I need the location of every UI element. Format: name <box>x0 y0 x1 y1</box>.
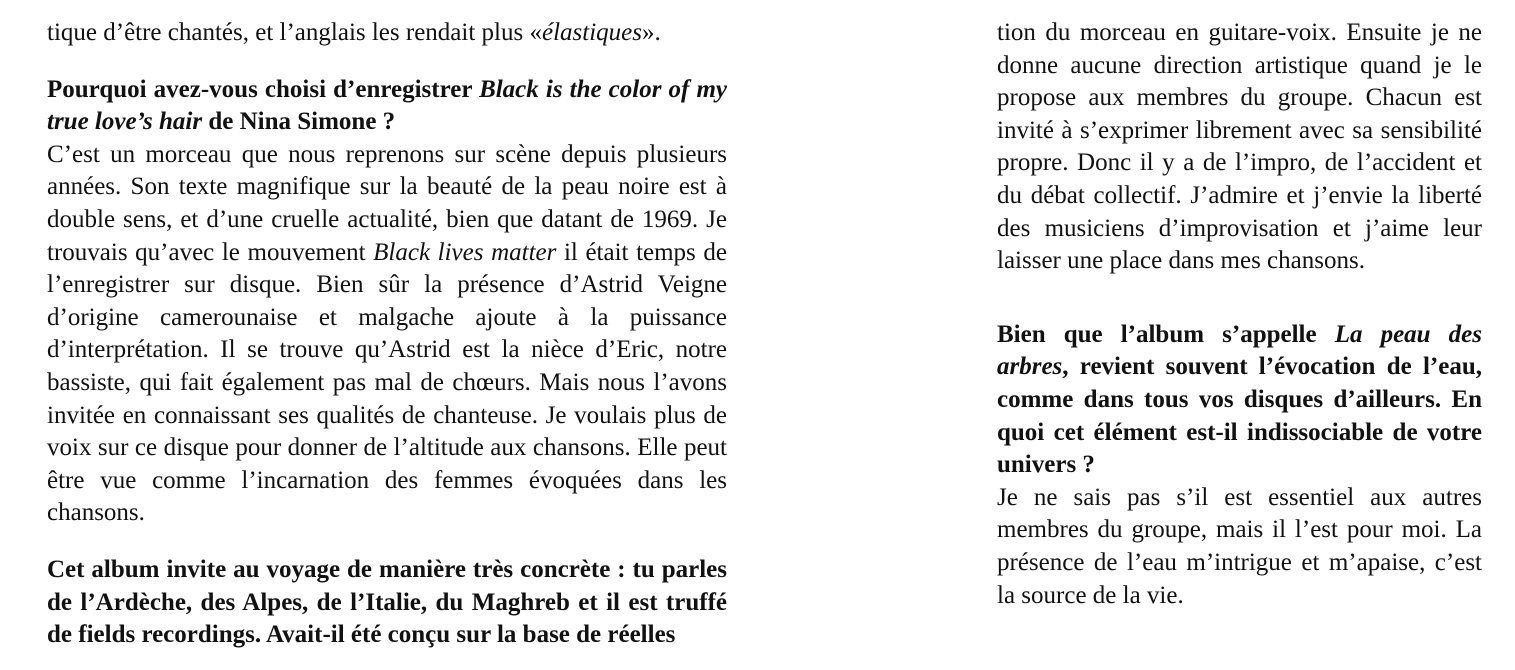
answer-nina-simone <box>47 139 727 530</box>
question-nina-simone <box>47 74 727 139</box>
question-water <box>997 319 1482 482</box>
intro-paragraph <box>47 17 727 50</box>
right-column <box>997 17 1482 612</box>
intro-end: ». <box>641 19 661 46</box>
answer-improvisation: tion du morceau en guitare-voix. Ensuite je ne donne aucune direction artistique quand je le propose aux membres du groupe. Chacun est invité à s’exprimer librement avec sa sensibilité propre. Donc il y a de l’impro, de l’accident et du débat collectif. J’admire et j’envie la liberté des musiciens d’improvisation et j’aime leur laisser une place dans mes chansons. <box>997 19 1482 275</box>
intro-text: tique d’être chantés, et l’anglais les rendait plus « <box>47 19 542 46</box>
left-column <box>47 17 727 652</box>
answer-water: Je ne sais pas s’il est essentiel aux autres membres du groupe, mais il l’est pour moi. La présence de l’eau m’intrigue et m’apaise, c’est la source de la vie. <box>997 483 1482 609</box>
question-voyage: Cet album invite au voyage de manière très concrète : tu parles de l’Ardèche, des Alpes, de l’Italie, du Maghreb et il est truffé de fields recordings. Avait-il été conçu sur la base de réelles <box>47 555 727 649</box>
answer-1-text: C’est un morceau que nous reprenons sur scène depuis plusieurs années. Son texte magnifique sur la beauté de la peau noire est à double sens, et d’une cruelle actualité, bien que datant de 1969. Je trouvais qu’avec le mouvement <box>47 140 727 266</box>
album-title: La peau des arbres <box>997 320 1482 381</box>
question-3-end: , revient souvent l’évocation de l’eau, comme dans tous vos disques d’ailleurs. En quoi cet élément est-il indissociable de votre univers ? <box>997 353 1482 479</box>
question-1-end: de Nina Simone ? <box>202 108 396 136</box>
answer-1-rest: il était temps de l’enregistrer sur disque. Bien sûr la présence d’Astrid Veigne d’origine camerounaise et malgache ajoute à la puissance d’interprétation. Il se trouve qu’Astrid est la nièce d’Eric, notre bassiste, qui fait également pas mal de chœurs. Mais nous l’avons invitée en connaissant ses qualités de chanteuse. Je voulais plus de voix sur ce disque pour donner de l’altitude aux chansons. Elle peut être vue comme l’incarnation des femmes évoquées dans les chansons. <box>47 238 727 527</box>
movement-name: Black lives matter <box>373 238 557 266</box>
song-title: Black is the color of my true love’s hair <box>47 75 727 136</box>
question-3-text: Bien que l’album s’appelle <box>997 320 1335 348</box>
question-1-text: Pourquoi avez-vous choisi d’enregistrer <box>47 75 480 103</box>
intro-emphasis: élastiques <box>541 19 642 46</box>
